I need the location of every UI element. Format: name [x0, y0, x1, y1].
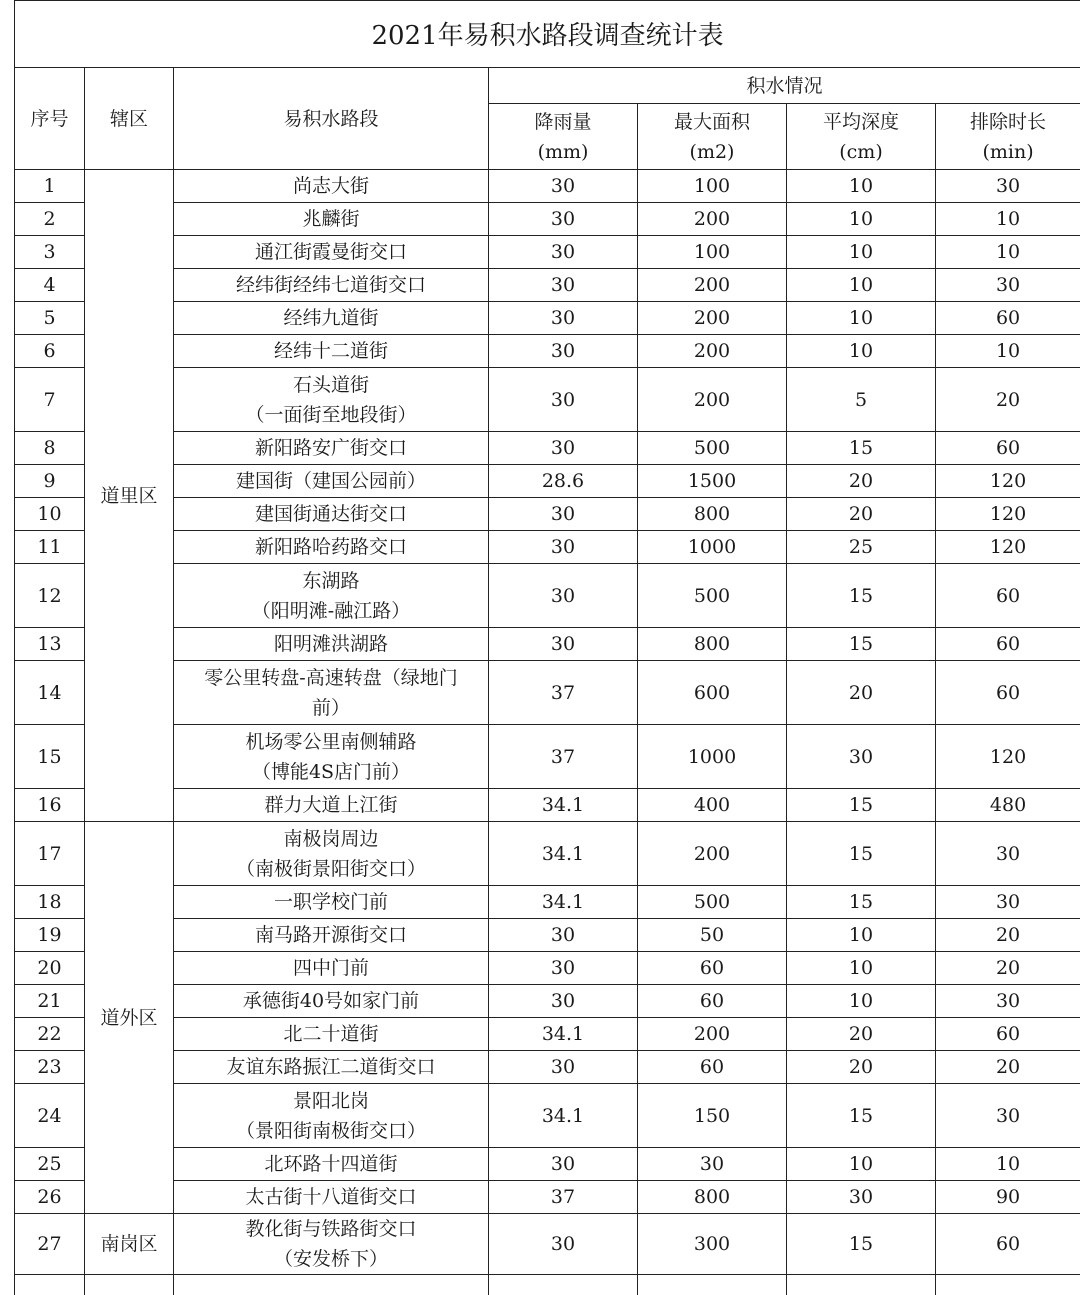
road-name-line: （景阳街南极街交口） [176, 1116, 486, 1146]
header-avg-depth: 平均深度 (cm) [787, 104, 936, 170]
rainfall-value: 37 [489, 661, 638, 725]
row-number: 1 [15, 170, 85, 203]
avg-depth-value: 10 [787, 919, 936, 952]
avg-depth-value: 15 [787, 886, 936, 919]
max-area-value: 200 [638, 335, 787, 368]
rainfall-value: 30 [489, 531, 638, 564]
road-name-line: （阳明滩-融江路） [176, 596, 486, 626]
table-row [15, 335, 1080, 368]
table-row [15, 789, 1080, 822]
empty-cell [489, 1275, 638, 1295]
avg-depth-value: 25 [787, 531, 936, 564]
road-name [174, 432, 489, 465]
road-name [174, 564, 489, 628]
road-name-line: 四中门前 [176, 953, 486, 983]
max-area-value: 60 [638, 1051, 787, 1084]
road-name [174, 952, 489, 985]
table-row [15, 886, 1080, 919]
max-area-value: 800 [638, 1181, 787, 1214]
table-row [15, 1018, 1080, 1051]
avg-depth-value: 15 [787, 1214, 936, 1275]
road-name [174, 919, 489, 952]
road-name [174, 531, 489, 564]
empty-cell [787, 1275, 936, 1295]
road-name [174, 886, 489, 919]
rainfall-value: 30 [489, 985, 638, 1018]
table-row [15, 1084, 1080, 1148]
road-name-line: 友谊东路振江二道街交口 [176, 1052, 486, 1082]
rainfall-value: 34.1 [489, 822, 638, 886]
road-name-line: 经纬九道街 [176, 303, 486, 333]
road-name-line: 通江街霞曼街交口 [176, 237, 486, 267]
drain-duration-value: 10 [936, 335, 1080, 368]
road-name-line: 经纬十二道街 [176, 336, 486, 366]
road-name [174, 822, 489, 886]
header-district: 辖区 [85, 68, 174, 170]
drain-duration-value: 90 [936, 1181, 1080, 1214]
row-number: 20 [15, 952, 85, 985]
table-row [15, 432, 1080, 465]
max-area-value: 500 [638, 886, 787, 919]
rainfall-value: 30 [489, 302, 638, 335]
table-row [15, 661, 1080, 725]
avg-depth-value: 10 [787, 302, 936, 335]
row-number: 17 [15, 822, 85, 886]
road-name [174, 1214, 489, 1275]
table-row [15, 302, 1080, 335]
road-name-line: （一面街至地段街） [176, 400, 486, 430]
row-number: 21 [15, 985, 85, 1018]
table-title: 2021年易积水路段调查统计表 [15, 1, 1080, 68]
max-area-value: 60 [638, 985, 787, 1018]
rainfall-value: 30 [489, 1051, 638, 1084]
road-name [174, 789, 489, 822]
table-row [15, 1181, 1080, 1214]
road-name-line: 前） [176, 693, 486, 723]
drain-duration-value: 20 [936, 1051, 1080, 1084]
table-row [15, 564, 1080, 628]
rainfall-value: 34.1 [489, 1018, 638, 1051]
road-name [174, 985, 489, 1018]
road-name-line: 新阳路哈药路交口 [176, 532, 486, 562]
empty-cell [174, 1275, 489, 1295]
empty-cell [15, 1275, 85, 1295]
row-number: 15 [15, 725, 85, 789]
road-name [174, 1148, 489, 1181]
drain-duration-value: 60 [936, 628, 1080, 661]
district-cell: 南岗区 [85, 1214, 174, 1275]
rainfall-value: 34.1 [489, 886, 638, 919]
road-name-line: 群力大道上江街 [176, 790, 486, 820]
row-number: 11 [15, 531, 85, 564]
row-number: 19 [15, 919, 85, 952]
table-row [15, 1148, 1080, 1181]
drain-duration-value: 30 [936, 985, 1080, 1018]
drain-duration-value: 480 [936, 789, 1080, 822]
row-number: 6 [15, 335, 85, 368]
road-name [174, 725, 489, 789]
road-name [174, 170, 489, 203]
row-number: 10 [15, 498, 85, 531]
header-rainfall: 降雨量 (mm) [489, 104, 638, 170]
road-name [174, 203, 489, 236]
empty-cell [936, 1275, 1080, 1295]
table-row [15, 465, 1080, 498]
road-name [174, 335, 489, 368]
table-row [15, 1051, 1080, 1084]
drain-duration-value: 30 [936, 822, 1080, 886]
table-row [15, 531, 1080, 564]
rainfall-value: 30 [489, 1148, 638, 1181]
row-number: 4 [15, 269, 85, 302]
road-name-line: 南马路开源街交口 [176, 920, 486, 950]
max-area-value: 500 [638, 432, 787, 465]
drain-duration-value: 30 [936, 886, 1080, 919]
max-area-value: 1000 [638, 531, 787, 564]
district-cell: 道里区 [85, 170, 174, 822]
avg-depth-value: 10 [787, 203, 936, 236]
table-row [15, 203, 1080, 236]
max-area-value: 200 [638, 1018, 787, 1051]
row-number: 24 [15, 1084, 85, 1148]
header-drain-duration: 排除时长 (min) [936, 104, 1080, 170]
row-number: 27 [15, 1214, 85, 1275]
rainfall-value: 34.1 [489, 789, 638, 822]
max-area-value: 200 [638, 302, 787, 335]
drain-duration-value: 20 [936, 952, 1080, 985]
rainfall-value: 30 [489, 269, 638, 302]
road-name-line: 石头道街 [176, 370, 486, 400]
drain-duration-value: 10 [936, 236, 1080, 269]
rainfall-value: 37 [489, 725, 638, 789]
road-name-line: 阳明滩洪湖路 [176, 629, 486, 659]
rainfall-value: 30 [489, 236, 638, 269]
road-name [174, 1084, 489, 1148]
avg-depth-value: 15 [787, 564, 936, 628]
drain-duration-value: 120 [936, 465, 1080, 498]
table-row [15, 952, 1080, 985]
road-name-line: 承德街40号如家门前 [176, 986, 486, 1016]
header-waterlogging-group: 积水情况 [489, 68, 1080, 104]
row-number: 9 [15, 465, 85, 498]
drain-duration-value: 60 [936, 1018, 1080, 1051]
drain-duration-value: 60 [936, 432, 1080, 465]
avg-depth-value: 5 [787, 368, 936, 432]
row-number: 7 [15, 368, 85, 432]
drain-duration-value: 60 [936, 661, 1080, 725]
road-name-line: 机场零公里南侧辅路 [176, 727, 486, 757]
drain-duration-value: 120 [936, 725, 1080, 789]
drain-duration-value: 10 [936, 1148, 1080, 1181]
empty-cell [85, 1275, 174, 1295]
max-area-value: 100 [638, 236, 787, 269]
row-number: 3 [15, 236, 85, 269]
avg-depth-value: 10 [787, 269, 936, 302]
max-area-value: 500 [638, 564, 787, 628]
avg-depth-value: 20 [787, 1051, 936, 1084]
table-row-partial [15, 1275, 1080, 1295]
avg-depth-value: 15 [787, 789, 936, 822]
rainfall-value: 30 [489, 203, 638, 236]
drain-duration-value: 120 [936, 531, 1080, 564]
avg-depth-value: 30 [787, 1181, 936, 1214]
road-name-line: 新阳路安广街交口 [176, 433, 486, 463]
rainfall-value: 30 [489, 170, 638, 203]
avg-depth-value: 10 [787, 985, 936, 1018]
max-area-value: 200 [638, 368, 787, 432]
table-row [15, 822, 1080, 886]
table-row [15, 985, 1080, 1018]
avg-depth-value: 10 [787, 952, 936, 985]
rainfall-value: 30 [489, 1214, 638, 1275]
drain-duration-value: 30 [936, 170, 1080, 203]
road-name-line: 北二十道街 [176, 1019, 486, 1049]
max-area-value: 600 [638, 661, 787, 725]
max-area-value: 300 [638, 1214, 787, 1275]
empty-cell [638, 1275, 787, 1295]
avg-depth-value: 15 [787, 822, 936, 886]
drain-duration-value: 60 [936, 1214, 1080, 1275]
road-name [174, 465, 489, 498]
avg-depth-value: 10 [787, 170, 936, 203]
rainfall-value: 30 [489, 952, 638, 985]
waterlogging-survey-table [14, 0, 1080, 1295]
table-row [15, 628, 1080, 661]
road-name-line: 兆麟街 [176, 204, 486, 234]
drain-duration-value: 20 [936, 368, 1080, 432]
road-name [174, 1018, 489, 1051]
road-name-line: 一职学校门前 [176, 887, 486, 917]
road-name [174, 236, 489, 269]
table-row [15, 170, 1080, 203]
max-area-value: 400 [638, 789, 787, 822]
table-row [15, 919, 1080, 952]
drain-duration-value: 60 [936, 302, 1080, 335]
max-area-value: 100 [638, 170, 787, 203]
avg-depth-value: 10 [787, 1148, 936, 1181]
rainfall-value: 30 [489, 368, 638, 432]
rainfall-value: 28.6 [489, 465, 638, 498]
max-area-value: 1500 [638, 465, 787, 498]
table-row [15, 236, 1080, 269]
rainfall-value: 30 [489, 498, 638, 531]
road-name-line: 南极岗周边 [176, 824, 486, 854]
avg-depth-value: 20 [787, 1018, 936, 1051]
rainfall-value: 30 [489, 564, 638, 628]
max-area-value: 30 [638, 1148, 787, 1181]
road-name-line: （安发桥下） [176, 1244, 486, 1274]
avg-depth-value: 20 [787, 661, 936, 725]
road-name [174, 661, 489, 725]
avg-depth-value: 10 [787, 335, 936, 368]
table-row [15, 368, 1080, 432]
row-number: 26 [15, 1181, 85, 1214]
road-name [174, 498, 489, 531]
avg-depth-value: 15 [787, 628, 936, 661]
road-name-line: （博能4S店门前） [176, 757, 486, 787]
district-cell: 道外区 [85, 822, 174, 1214]
max-area-value: 60 [638, 952, 787, 985]
max-area-value: 200 [638, 269, 787, 302]
road-name-line: 建国街通达街交口 [176, 499, 486, 529]
row-number: 14 [15, 661, 85, 725]
max-area-value: 150 [638, 1084, 787, 1148]
rainfall-value: 30 [489, 335, 638, 368]
max-area-value: 800 [638, 628, 787, 661]
row-number: 2 [15, 203, 85, 236]
table-row [15, 498, 1080, 531]
header-max-area: 最大面积 (m2) [638, 104, 787, 170]
road-name-line: 教化街与铁路街交口 [176, 1214, 486, 1244]
road-name [174, 368, 489, 432]
header-road: 易积水路段 [174, 68, 489, 170]
road-name-line: 东湖路 [176, 566, 486, 596]
max-area-value: 200 [638, 203, 787, 236]
drain-duration-value: 30 [936, 1084, 1080, 1148]
road-name-line: 建国街（建国公园前） [176, 466, 486, 496]
max-area-value: 800 [638, 498, 787, 531]
header-seq: 序号 [15, 68, 85, 170]
road-name [174, 1181, 489, 1214]
avg-depth-value: 20 [787, 465, 936, 498]
row-number: 25 [15, 1148, 85, 1181]
max-area-value: 50 [638, 919, 787, 952]
row-number: 12 [15, 564, 85, 628]
row-number: 22 [15, 1018, 85, 1051]
avg-depth-value: 20 [787, 498, 936, 531]
road-name [174, 1051, 489, 1084]
avg-depth-value: 30 [787, 725, 936, 789]
road-name [174, 628, 489, 661]
rainfall-value: 30 [489, 919, 638, 952]
road-name-line: 零公里转盘-高速转盘（绿地门 [176, 663, 486, 693]
road-name [174, 302, 489, 335]
drain-duration-value: 60 [936, 564, 1080, 628]
max-area-value: 200 [638, 822, 787, 886]
road-name-line: 尚志大街 [176, 171, 486, 201]
road-name-line: 北环路十四道街 [176, 1149, 486, 1179]
table-row [15, 269, 1080, 302]
rainfall-value: 34.1 [489, 1084, 638, 1148]
rainfall-value: 30 [489, 432, 638, 465]
road-name-line: （南极街景阳街交口） [176, 854, 486, 884]
avg-depth-value: 10 [787, 236, 936, 269]
row-number: 18 [15, 886, 85, 919]
drain-duration-value: 10 [936, 203, 1080, 236]
max-area-value: 1000 [638, 725, 787, 789]
road-name [174, 269, 489, 302]
row-number: 8 [15, 432, 85, 465]
table-row [15, 725, 1080, 789]
drain-duration-value: 20 [936, 919, 1080, 952]
road-name-line: 景阳北岗 [176, 1086, 486, 1116]
row-number: 16 [15, 789, 85, 822]
rainfall-value: 37 [489, 1181, 638, 1214]
road-name-line: 经纬街经纬七道街交口 [176, 270, 486, 300]
avg-depth-value: 15 [787, 432, 936, 465]
drain-duration-value: 30 [936, 269, 1080, 302]
row-number: 23 [15, 1051, 85, 1084]
rainfall-value: 30 [489, 628, 638, 661]
row-number: 5 [15, 302, 85, 335]
avg-depth-value: 15 [787, 1084, 936, 1148]
row-number: 13 [15, 628, 85, 661]
table-row [15, 1214, 1080, 1275]
drain-duration-value: 120 [936, 498, 1080, 531]
road-name-line: 太古街十八道街交口 [176, 1182, 486, 1212]
